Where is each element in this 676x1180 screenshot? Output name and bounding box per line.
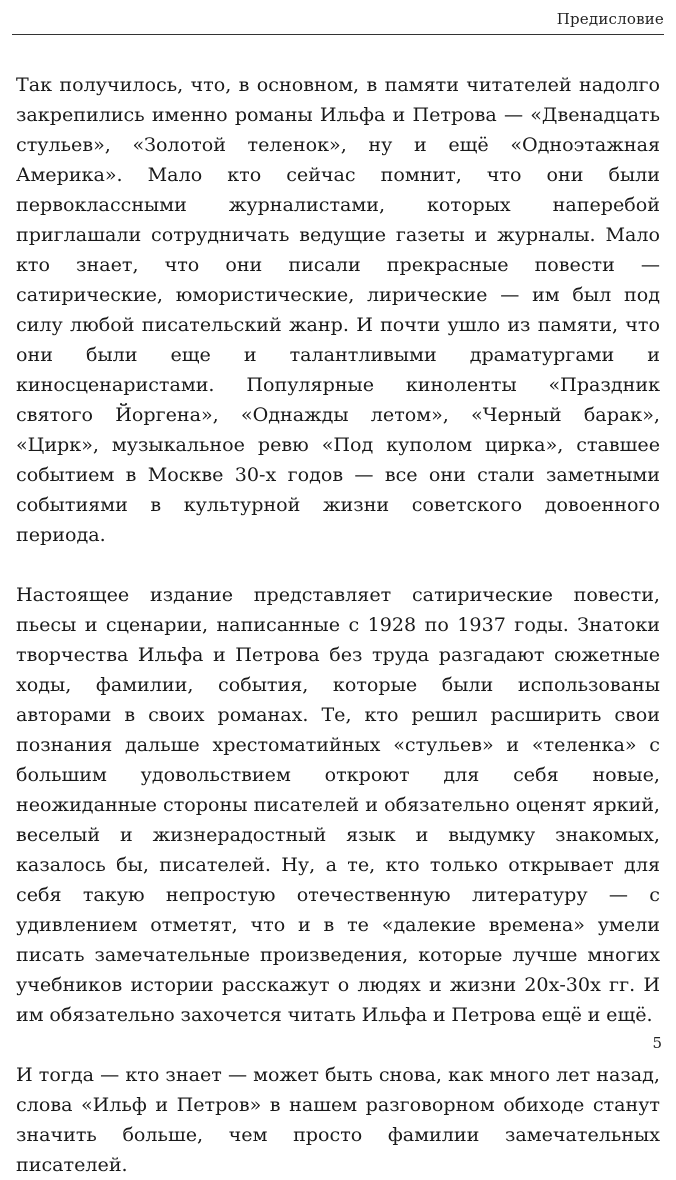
page-number: 5 (652, 1034, 662, 1052)
header-divider (12, 34, 664, 35)
paragraph-3: И тогда — кто знает — может быть снова, как много лет назад, слова «Ильф и Петров» в нашем разговорном обиходе станут значить больше, чем просто фамилии замечательных писателей. (16, 1063, 660, 1176)
paragraph-2: Настоящее издание представляет сатирические повести, пьесы и сценарии, написанные с 1928 по 1937 годы. Знатоки творчества Ильфа и Петрова без труда разгадают сюжетные ходы, фамилии, события, которые были использованы авторами в своих романах. Те, кто решил расширить свои познания дальше хрестоматийных «стульев» и «теленка» с большим удовольствием откроют для себя новые, неожиданные стороны писателей и обязательно оценят яркий, веселый и жизнерадостный язык и выдумку знакомых, казалось бы, писателей. Ну, а те, кто только открывает для себя такую непростую отечественную литературу — с удивлением отметят, что и в те «далекие времена» умели писать замечательные произведения, которые лучше многих учебников истории расскажут о людях и жизни 20х-30х гг. И им обязательно захочется читать Ильфа и Петрова ещё и ещё. (16, 583, 660, 1026)
running-header-title: Предисловие (556, 10, 664, 28)
body-text (16, 70, 660, 1180)
paragraph-1: Так получилось, что, в основном, в памяти читателей надолго закрепились именно романы Ильфа и Петрова — «Двенадцать стульев», «Золотой теленок», ну и ещё «Одноэтажная Америка». Мало кто сейчас помнит, что они были первоклассными журналистами, которых наперебой приглашали сотрудничать ведущие газеты и журналы. Мало кто знает, что они писали прекрасные повести — сатирические, юмористические, лирические — им был под силу любой писательский жанр. И почти ушло из памяти, что они были еще и талантливыми драматургами и киносценаристами. Популярные киноленты «Праздник святого Йоргена», «Однажды летом», «Черный барак», «Цирк», музыкальное ревю «Под куполом цирка», ставшее событием в Москве 30-х годов — все они стали заметными событиями в культурной жизни советского довоенного периода. (16, 73, 660, 546)
